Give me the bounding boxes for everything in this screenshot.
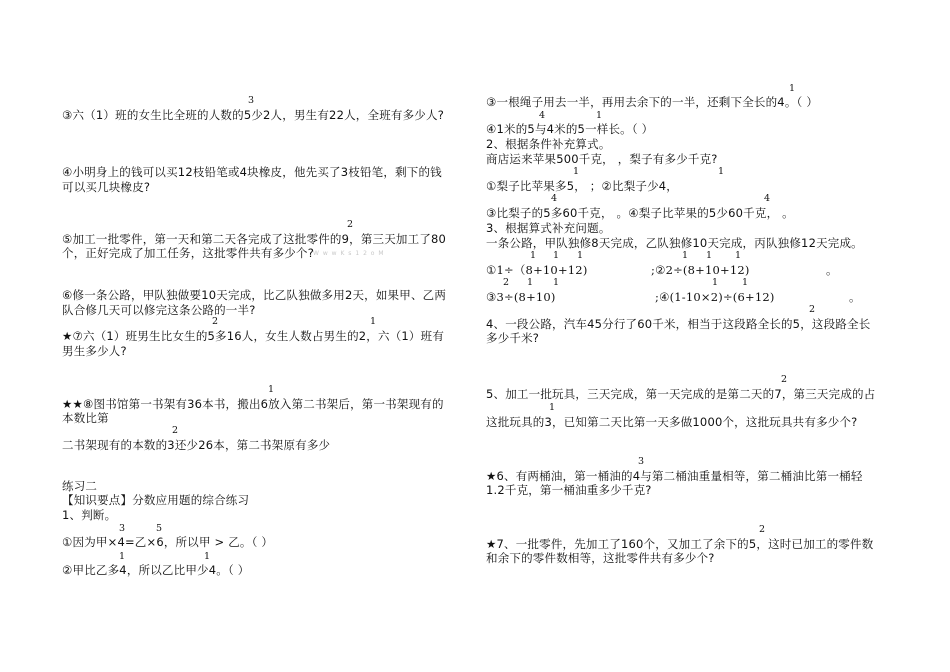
fraction-numerator: 1 (577, 250, 584, 261)
fraction-numerator: 3 (248, 95, 255, 106)
fraction-numerator: 1 (706, 250, 713, 261)
fraction-numerator: 1 (553, 250, 560, 261)
problem-5-line2: 这批玩具的3，已知第二天比第一天多做1000个，这批玩具共有多少个? (486, 415, 858, 429)
judge-item-4: ④1米的5与4米的5一样长。（ ） (486, 122, 654, 136)
knowledge-point: 【知识要点】分数应用题的综合练习 (62, 493, 250, 507)
fraction-numerator: 3 (638, 456, 645, 467)
fraction-numerator: 2 (503, 277, 510, 288)
expression-answer-blank: 。 (826, 263, 838, 277)
question-7-line1: ★⑦六（1）班男生比女生的5多16人，女生人数占男生的2，六（1）班有 (62, 329, 445, 343)
judge-section-title: 1、判断。 (62, 508, 117, 522)
fraction-numerator: 1 (549, 402, 556, 413)
question-5-line2: 个，正好完成了加工任务，这批零件共有多少个? (62, 246, 315, 260)
question-6-line2: 队合修几天可以修完这条公路的一半? (62, 303, 256, 317)
section-2-intro: 商店运来苹果500千克， ，梨子有多少千克? (486, 152, 718, 166)
fraction-numerator: 2 (809, 304, 816, 315)
section-2-item-a: ①梨子比苹果多5， ；②比梨子少4， (486, 179, 679, 193)
fraction-numerator: 1 (553, 277, 560, 288)
fraction-numerator: 2 (347, 219, 354, 230)
expression-answer-blank: 。 (849, 290, 861, 304)
expression-3: ③3÷(8+10) (486, 290, 556, 304)
fraction-numerator: 1 (527, 277, 534, 288)
expression-4: ;④(1-10×2)÷(6+12) (655, 290, 775, 304)
watermark: W w w K s 1 2 o M (313, 250, 385, 257)
question-7-line2: 男生多少人? (62, 344, 127, 358)
fraction-numerator: 4 (551, 193, 558, 204)
question-6-line1: ⑥修一条公路，甲队独做要10天完成，比乙队独做多用2天，如果甲、乙两 (62, 288, 447, 302)
fraction-numerator: 1 (530, 250, 537, 261)
section-3-title: 3、根据算式补充问题。 (486, 221, 611, 235)
fraction-numerator: 2 (759, 524, 766, 535)
expression-1: ①1÷（8+10+12) (486, 263, 588, 277)
fraction-numerator: 1 (370, 316, 377, 327)
fraction-numerator: 3 (119, 523, 126, 534)
fraction-numerator: 1 (742, 277, 749, 288)
problem-5-line1: 5、加工一批玩具，三天完成，第一天完成的是第二天的7，第三天完成的占 (486, 387, 876, 401)
question-8-line2: 本数比第 (62, 411, 109, 425)
fraction-numerator: 1 (268, 384, 275, 395)
fraction-numerator: 1 (718, 166, 725, 177)
question-4-line2: 可以买几块橡皮? (62, 180, 151, 194)
fraction-numerator: 1 (712, 277, 719, 288)
fraction-numerator: 1 (596, 110, 603, 121)
fraction-numerator: 1 (573, 166, 580, 177)
question-4-line1: ④小明身上的钱可以买12枝铅笔或4块橡皮，他先买了3枝铅笔，剩下的钱 (62, 165, 442, 179)
fraction-numerator: 1 (789, 83, 796, 94)
question-8-line3: 二书架现有的本数的3还少26本，第二书架原有多少 (62, 438, 331, 452)
fraction-numerator: 4 (764, 193, 771, 204)
section-3-intro: 一条公路，甲队独修8天完成，乙队独修10天完成，丙队独修12天完成。 (486, 236, 863, 250)
judge-item-2: ②甲比乙多4，所以乙比甲少4。（ ） (62, 563, 250, 577)
problem-6-line1: ★6、有两桶油，第一桶油的4与第二桶油重量相等，第二桶油比第一桶轻 (486, 469, 863, 483)
expression-2: ;②2÷(8+10+12) (651, 263, 750, 277)
problem-4-line1: 4、一段公路，汽车45分行了60千米，相当于这段路全长的5，这段路全长 (486, 317, 871, 331)
fraction-numerator: 1 (682, 250, 689, 261)
problem-7-line1: ★7、一批零件，先加工了160个，又加工了余下的5，这时已加工的零件数 (486, 537, 874, 551)
fraction-numerator: 2 (172, 425, 179, 436)
problem-4-line2: 多少千米? (486, 331, 540, 345)
fraction-numerator: 5 (156, 523, 163, 534)
question-5-line1: ⑤加工一批零件，第一天和第二天各完成了这批零件的9，第三天加工了80 (62, 232, 447, 246)
judge-item-3: ③一根绳子用去一半，再用去余下的一半，还剩下全长的4。（ ） (486, 95, 819, 109)
fraction-numerator: 1 (204, 551, 211, 562)
section-2-item-b: ③比梨子的5多60千克， 。④梨子比苹果的5少60千克， 。 (486, 206, 794, 220)
question-8-line1: ★★⑧图书馆第一书架有36本书，搬出6放入第二书架后，第一书架现有的 (62, 397, 444, 411)
fraction-numerator: 1 (735, 250, 742, 261)
question-3: ③六（1）班的女生比全班的人数的5少2人，男生有22人，全班有多少人? (62, 108, 444, 122)
section-2-title: 2、根据条件补充算式。 (486, 137, 611, 151)
problem-6-line2: 1.2千克，第一桶油重多少千克? (486, 483, 652, 497)
fraction-numerator: 2 (212, 316, 219, 327)
fraction-numerator: 1 (119, 551, 126, 562)
practice-title: 练习二 (62, 479, 98, 493)
problem-7-line2: 和余下的零件数相等，这批零件共有多少个? (486, 551, 715, 565)
fraction-numerator: 4 (539, 110, 546, 121)
judge-item-1: ①因为甲×4=乙×6，所以甲 > 乙。（ ） (62, 535, 274, 549)
fraction-numerator: 2 (781, 374, 788, 385)
